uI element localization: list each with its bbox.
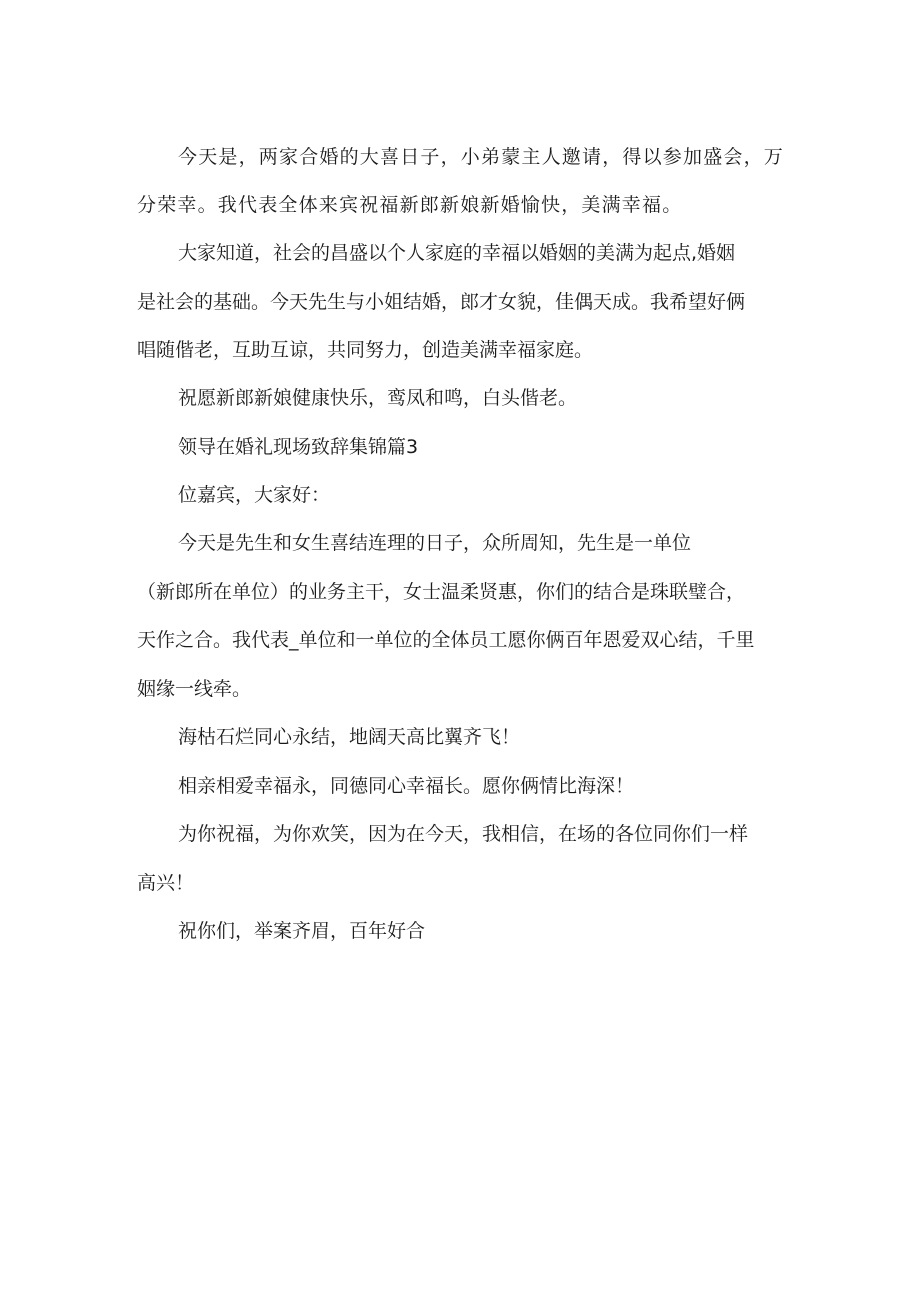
paragraph-line: 祝愿新郎新娘健康快乐，鸾凤和鸣，白头偕老。	[178, 387, 578, 409]
greeting-line: 位嘉宾，大家好：	[178, 484, 331, 506]
paragraph-line: 姻缘一线牵。	[137, 678, 252, 700]
section-heading: 领导在婚礼现场致辞集锦篇3	[178, 436, 419, 458]
paragraph-line: 为你祝福，为你欢笑，因为在今天，我相信，在场的各位同你们一样	[178, 823, 749, 845]
closing-line: 祝你们，举案齐眉，百年好合	[178, 920, 426, 942]
paragraph-line: 相亲相爱幸福永，同德同心幸福长。愿你俩情比海深！	[178, 775, 635, 797]
paragraph-line: 唱随偕老，互助互谅，共同努力，创造美满幸福家庭。	[137, 339, 594, 361]
paragraph-line: 分荣幸。我代表全体来宾祝福新郎新娘新婚愉快，美满幸福。	[137, 194, 683, 216]
paragraph-line: 今天是先生和女生喜结连理的日子，众所周知，先生是一单位	[178, 532, 692, 554]
paragraph-line: （新郎所在单位）的业务主干，女士温柔贤惠，你们的结合是珠联璧合，	[137, 581, 746, 603]
paragraph-line: 今天是，两家合婚的大喜日子，小弟蒙主人邀请，得以参加盛会，万	[178, 146, 785, 168]
paragraph-line: 大家知道，社会的昌盛以个人家庭的幸福以婚姻的美满为起点,婚姻	[178, 242, 736, 264]
paragraph-line: 海枯石烂同心永结，地阔天高比翼齐飞！	[178, 726, 521, 748]
paragraph-line: 是社会的基础。今天先生与小姐结婚，郎才女貌，佳偶天成。我希望好俩	[137, 291, 746, 313]
paragraph-line: 高兴！	[137, 872, 195, 894]
paragraph-line: 天作之合。我代表_单位和一单位的全体员工愿你俩百年恩爱双心结，千里	[137, 629, 755, 651]
